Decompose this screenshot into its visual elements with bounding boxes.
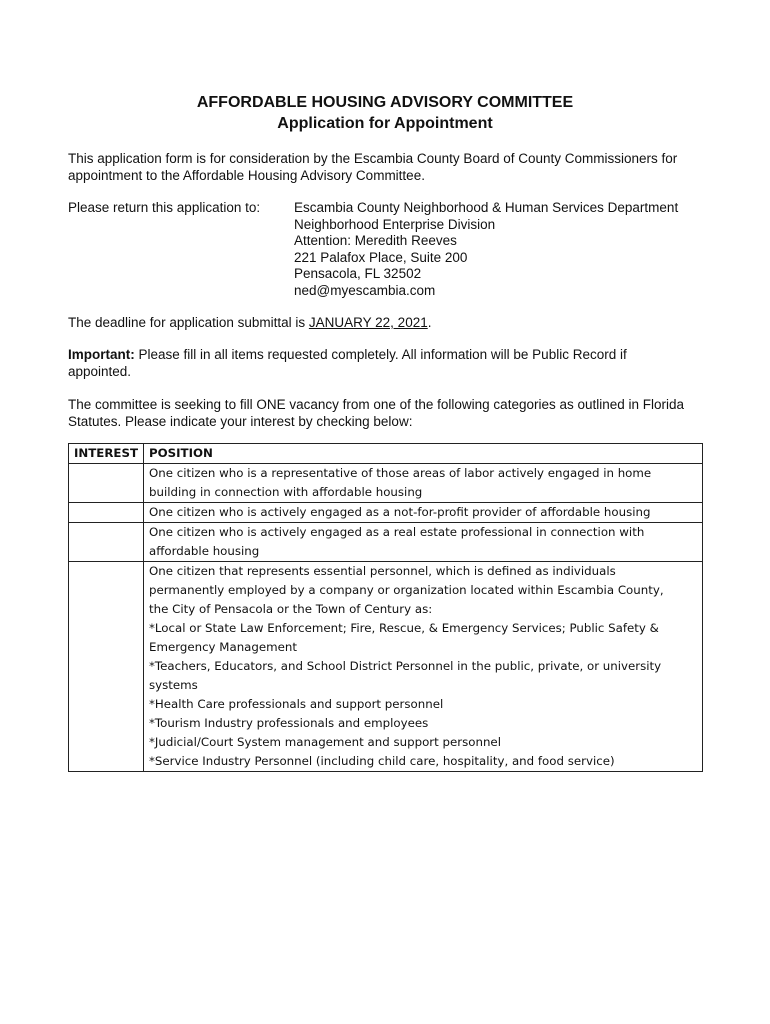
- position-cell: [144, 464, 703, 503]
- position-header: POSITION: [144, 444, 703, 464]
- position-line: *Local or State Law Enforcement; Fire, Rescue, & Emergency Services; Public Safety &: [149, 621, 659, 635]
- table-header-row: [69, 444, 703, 464]
- interest-check-cell-nonprofit[interactable]: [69, 503, 144, 523]
- position-cell: [144, 523, 703, 562]
- address-email: ned@myescambia.com: [294, 282, 436, 298]
- committee-title: AFFORDABLE HOUSING ADVISORY COMMITTEE: [196, 94, 574, 111]
- position-line: the City of Pensacola or the Town of Century as:: [149, 602, 433, 616]
- interest-check-cell-essential-personnel[interactable]: [69, 562, 144, 772]
- deadline-paragraph: [68, 315, 708, 332]
- address-street: 221 Palafox Place, Suite 200: [294, 249, 468, 265]
- deadline-date: JANUARY 22, 2021: [308, 315, 428, 330]
- position-line: building in connection with affordable housing: [149, 485, 423, 499]
- intro-line: This application form is for consideration by the Escambia County Board of County Commissioners for: [68, 151, 678, 166]
- return-label: Please return this application to:: [68, 200, 261, 215]
- position-cell: [144, 562, 703, 772]
- return-address: [294, 200, 714, 299]
- position-line: *Judicial/Court System management and support personnel: [149, 735, 501, 749]
- position-table: [68, 443, 703, 772]
- vacancy-line: Statutes. Please indicate your interest by checking below:: [68, 413, 413, 429]
- position-line: One citizen who is actively engaged as a real estate professional in connection with: [149, 525, 645, 539]
- position-line: Emergency Management: [149, 640, 297, 654]
- important-paragraph: [68, 347, 708, 380]
- intro-line: appointment to the Affordable Housing Advisory Committee.: [68, 167, 425, 183]
- interest-check-cell-labor[interactable]: [69, 464, 144, 503]
- address-division: Neighborhood Enterprise Division: [294, 216, 496, 232]
- interest-check-cell-real-estate[interactable]: [69, 523, 144, 562]
- position-line: *Health Care professionals and support personnel: [149, 697, 444, 711]
- form-subtitle: Application for Appointment: [277, 115, 493, 132]
- interest-header: INTEREST: [69, 444, 144, 464]
- position-line: permanently employed by a company or organization located within Escambia County,: [149, 583, 664, 597]
- table-row: [69, 464, 703, 503]
- important-text: Please fill in all items requested completely. All information will be Public Record if: [134, 347, 627, 362]
- vacancy-paragraph: [68, 397, 708, 430]
- position-line: One citizen who is a representative of those areas of labor actively engaged in home: [149, 466, 652, 480]
- address-department: Escambia County Neighborhood & Human Services Department: [294, 200, 679, 215]
- deadline-suffix: .: [427, 315, 432, 330]
- address-city: Pensacola, FL 32502: [294, 266, 422, 281]
- table-row: [69, 562, 703, 772]
- intro-paragraph: [68, 151, 708, 184]
- table-row: [69, 503, 703, 523]
- position-line: *Teachers, Educators, and School District Personnel in the public, private, or university: [149, 659, 662, 673]
- position-line: affordable housing: [149, 544, 260, 558]
- position-line: One citizen who is actively engaged as a not-for-profit provider of affordable housing: [149, 505, 651, 519]
- position-line: One citizen that represents essential personnel, which is defined as individuals: [149, 564, 616, 578]
- position-line: *Service Industry Personnel (including child care, hospitality, and food service): [149, 754, 615, 768]
- address-attention: Attention: Meredith Reeves: [294, 233, 457, 248]
- position-line: systems: [149, 678, 198, 692]
- table-row: [69, 523, 703, 562]
- deadline-prefix: The deadline for application submittal is: [68, 315, 309, 330]
- position-line: *Tourism Industry professionals and employees: [149, 716, 429, 730]
- important-label: Important:: [68, 347, 135, 362]
- vacancy-line: The committee is seeking to fill ONE vacancy from one of the following categories as outlined in Florida: [68, 397, 685, 412]
- position-cell: [144, 503, 703, 523]
- important-text-cont: appointed.: [68, 363, 132, 379]
